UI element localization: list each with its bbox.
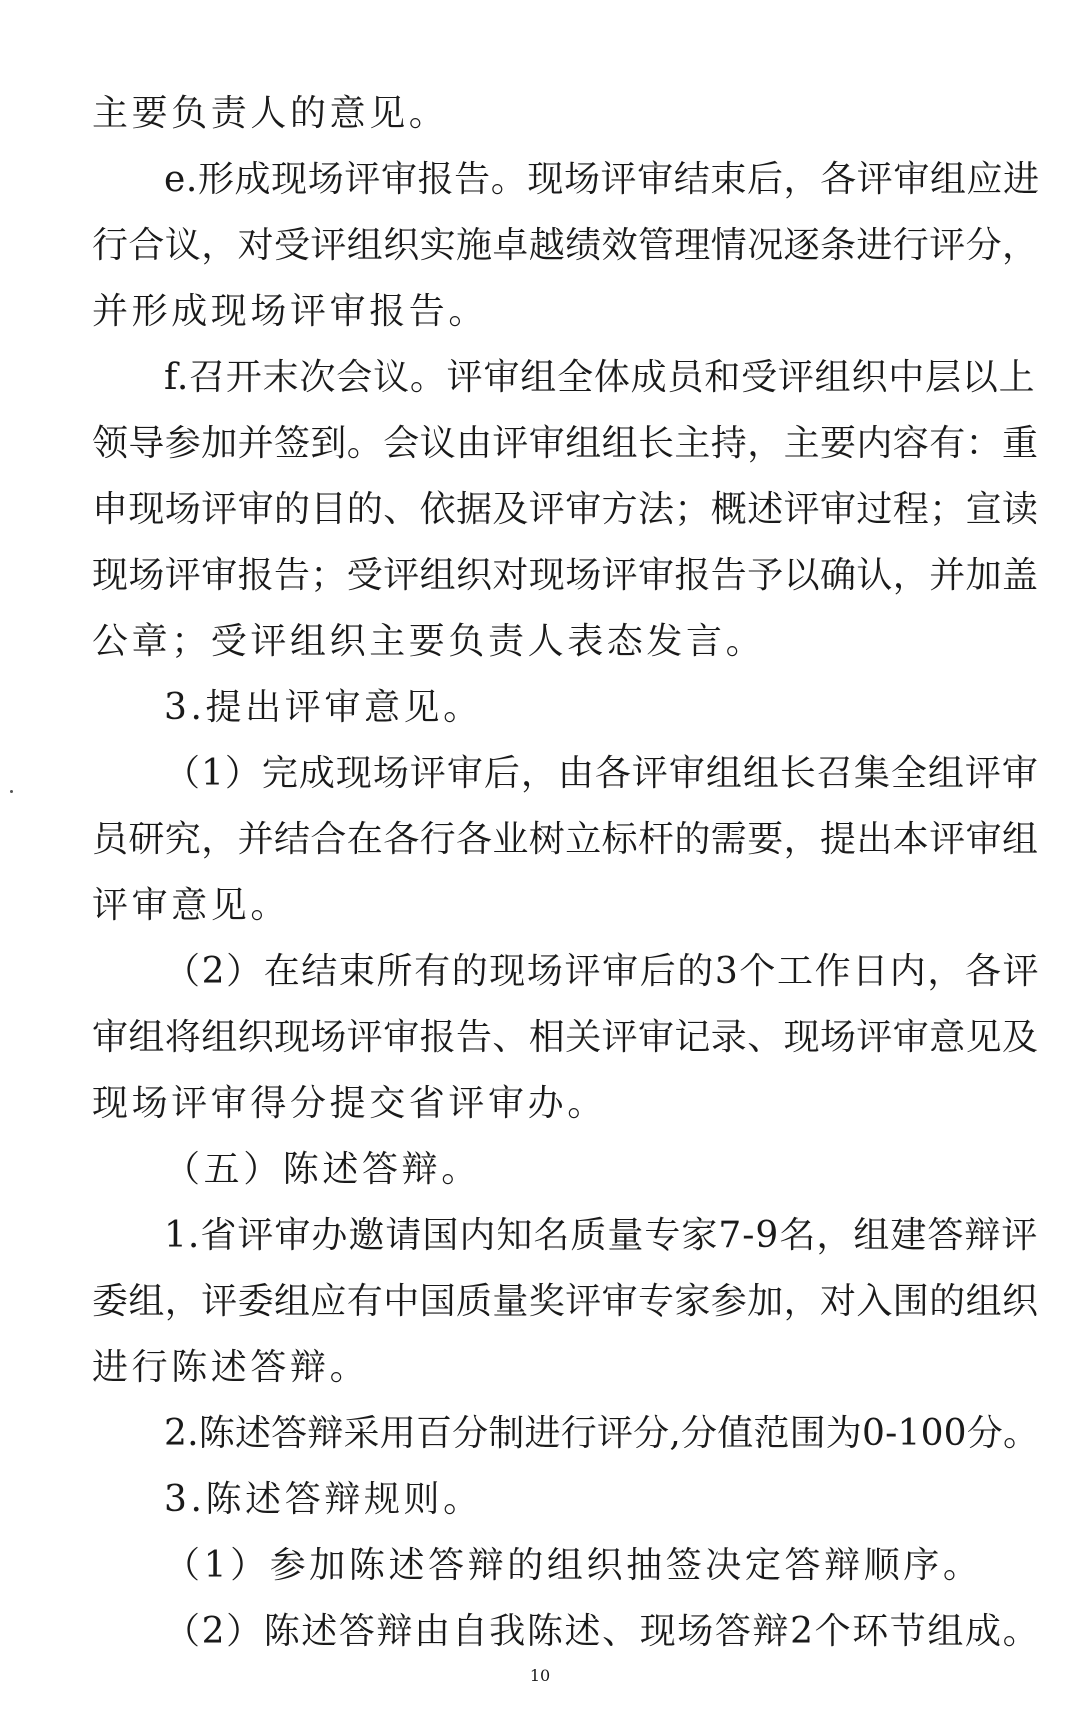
text-line: 申现场评审的目的、依据及评审方法；概述评审过程；宣读 <box>92 489 1039 530</box>
text-line: 3.陈述答辩规则。 <box>164 1479 483 1520</box>
text-line: 2.陈述答辩采用百分制进行评分,分值范围为0-100分。 <box>164 1413 1040 1454</box>
text-line: 员研究，并结合在各行各业树立标杆的需要，提出本评审组 <box>92 819 1039 860</box>
text-line: 领导参加并签到。会议由评审组组长主持，主要内容有：重 <box>92 423 1039 464</box>
text-line: e.形成现场评审报告。现场评审结束后，各评审组应进 <box>164 159 1040 200</box>
text-line: 公章；受评组织主要负责人表态发言。 <box>92 621 766 662</box>
text-line: 3.提出评审意见。 <box>164 687 483 728</box>
text-line: （1）完成现场评审后，由各评审组组长召集全组评审 <box>164 753 1039 794</box>
text-line: （1）参加陈述答辩的组织抽签决定答辩顺序。 <box>164 1545 983 1586</box>
text-line: 现场评审报告；受评组织对现场评审报告予以确认，并加盖 <box>92 555 1039 596</box>
text-line: （2）在结束所有的现场评审后的3个工作日内，各评 <box>164 951 1041 992</box>
text-line: 审组将组织现场评审报告、相关评审记录、现场评审意见及 <box>92 1017 1039 1058</box>
text-line: 行合议，对受评组织实施卓越绩效管理情况逐条进行评分， <box>92 225 1039 266</box>
scan-speck <box>10 790 13 793</box>
text-line: 委组，评委组应有中国质量奖评审专家参加，对入围的组织 <box>92 1281 1039 1322</box>
text-line: f.召开末次会议。评审组全体成员和受评组织中层以上 <box>164 357 1036 398</box>
text-line: 主要负责人的意见。 <box>92 93 449 134</box>
text-line: 并形成现场评审报告。 <box>92 291 489 332</box>
page-number: 10 <box>529 1666 551 1685</box>
text-line: 评审意见。 <box>92 885 291 926</box>
text-line: 现场评审得分提交省评审办。 <box>92 1083 607 1124</box>
text-line: 1.省评审办邀请国内知名质量专家7-9名，组建答辩评 <box>164 1215 1039 1256</box>
section-heading: （五）陈述答辩。 <box>164 1149 481 1190</box>
text-line: （2）陈述答辩由自我陈述、现场答辩2个环节组成。 <box>164 1611 1041 1652</box>
text-line: 进行陈述答辩。 <box>92 1347 370 1388</box>
